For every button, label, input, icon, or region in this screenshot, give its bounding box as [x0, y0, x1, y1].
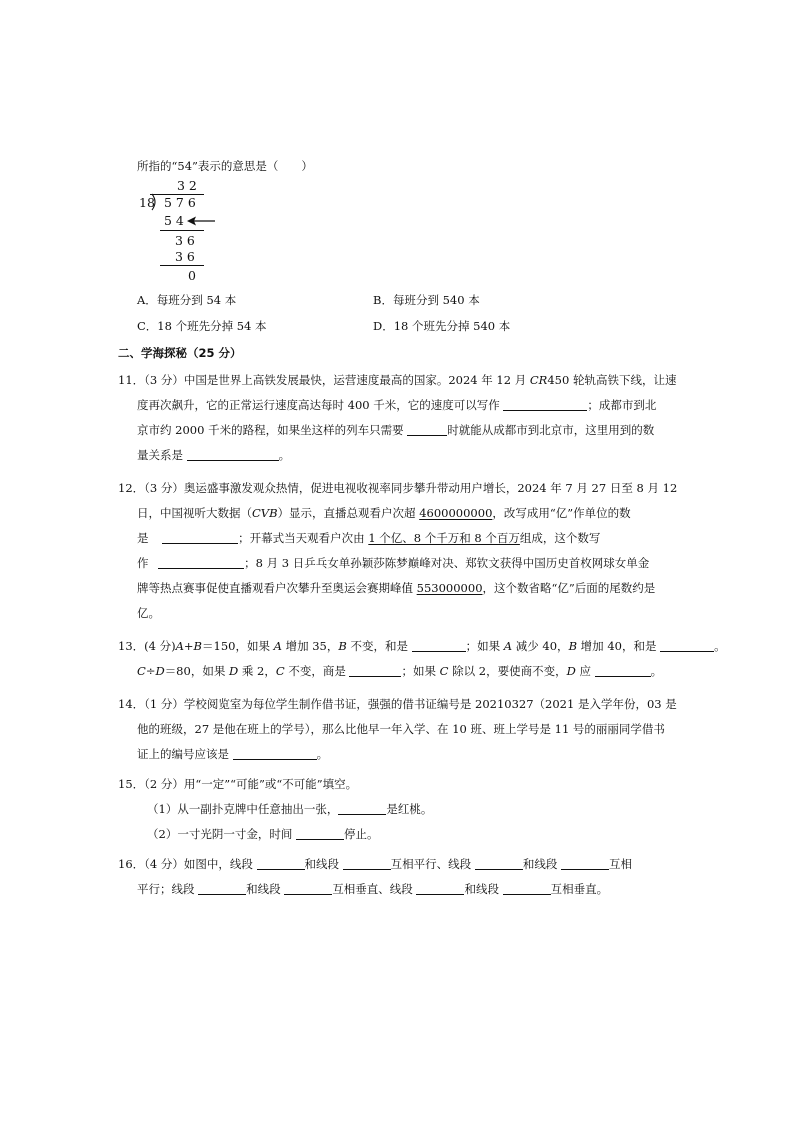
q13-text: 除以 2，要使商不变， — [448, 664, 567, 678]
q13-line-2 — [137, 663, 662, 679]
q12-line-2 — [137, 505, 631, 521]
q12-text-3d: 组成，这个数写 — [519, 531, 601, 545]
q13-text: 。 — [714, 639, 726, 653]
q12-text-4b: ；8 月 3 日乒乓女单孙颖莎陈梦巅峰对决、郑钦文获得中国历史首枚网球女单金 — [244, 556, 650, 570]
q16-blank-6[interactable] — [284, 882, 332, 895]
q15-text-3a: （2）一寸光阴一寸金，时间 — [147, 827, 296, 841]
q12-line-6: 亿。 — [137, 606, 160, 620]
q16-blank-3[interactable] — [475, 857, 523, 870]
q13-text: 增加 35， — [281, 639, 339, 653]
q16-text: 互相垂直。 — [550, 882, 609, 896]
q13-text: 不变，商是 — [284, 664, 350, 678]
q11-text-2b: ；成都市到北 — [587, 398, 657, 412]
q13-var: B — [568, 639, 578, 653]
q15-blank-1[interactable] — [338, 802, 386, 815]
q16-blank-7[interactable] — [416, 882, 464, 895]
q13-var: D — [228, 664, 239, 678]
q16-text: 互相平行、线段 — [390, 857, 475, 871]
division-dividend: 5 7 6 — [164, 195, 196, 210]
q12-number-2: 553000000 — [416, 581, 483, 595]
division-rule-1 — [160, 230, 204, 231]
q15-line-1: 15．（2 分）用“一定”“可能”或“不可能”填空。 — [118, 777, 358, 791]
q13-var: A — [503, 639, 513, 653]
q13-blank-3[interactable] — [349, 664, 401, 677]
q12-text-2e: ，改写成用“亿”作单位的数 — [492, 506, 631, 520]
division-bracket-icon — [151, 193, 159, 211]
division-divisor: 18 — [139, 195, 155, 210]
q13-divide-sign: ÷ — [145, 664, 156, 678]
division-step2b: 3 6 — [175, 249, 195, 264]
q13-text: ；如果 — [465, 639, 504, 653]
q13-var: A — [273, 639, 282, 653]
q12-blank-1[interactable] — [162, 531, 238, 544]
q15-blank-2[interactable] — [296, 827, 344, 840]
q14-line-1: 14．（1 分）学校阅览室为每位学生制作借书证，强强的借书证编号是 20210327（2021 是入学年份，03 是 — [118, 697, 677, 711]
q13-blank-1[interactable] — [412, 639, 466, 652]
q12-text-2a: 日，中国视听大数据（ — [137, 506, 252, 520]
q11-text-1b: 450 轮轨高铁下线，让速 — [547, 373, 677, 387]
q13-text: ；如果 — [401, 664, 440, 678]
q13-text: 。 — [650, 664, 663, 678]
q13-line-1 — [118, 638, 726, 654]
q13-text: 减少 40， — [512, 639, 569, 653]
q11-line-2 — [137, 397, 656, 413]
q12-text-3b: ；开幕式当天观看户次由 — [238, 531, 369, 545]
q12-cvb: CVB — [252, 506, 278, 520]
division-quotient: 3 2 — [177, 178, 197, 193]
q16-blank-8[interactable] — [503, 882, 551, 895]
q16-text: 平行；线段 — [137, 882, 199, 896]
q13-var: C — [137, 664, 146, 678]
q10-option-b: B．每班分到 540 本 — [373, 293, 480, 307]
q11-text-2: 度再次飙升，它的正常运行速度高达每时 400 千米，它的速度可以写作 — [137, 398, 504, 412]
q16-text: 和线段 — [246, 882, 285, 896]
q12-composition: 1 个亿、8 个千万和 8 个百万 — [368, 531, 520, 545]
q11-text-1: 11．（3 分）中国是世界上高铁发展最快，运营速度最高的国家。2024 年 12 月 — [118, 373, 530, 387]
q13-label: 13．(4 分) — [118, 639, 176, 653]
q13-var: B — [338, 639, 347, 653]
q15-text-2a: （1）从一副扑克牌中任意抽出一张， — [147, 802, 339, 816]
q16-text: 和线段 — [522, 857, 561, 871]
q16-blank-5[interactable] — [198, 882, 246, 895]
q13-text: ＝80，如果 — [164, 664, 229, 678]
division-step1: 5 4 — [164, 213, 184, 228]
q16-text: 和线段 — [464, 882, 503, 896]
q13-text: 应 — [575, 664, 595, 678]
q15-text-2b: 是红桃。 — [386, 802, 433, 816]
q15-text-3b: 停止。 — [343, 827, 379, 841]
q11-text-4b: 。 — [278, 448, 291, 462]
q11-model: CR — [529, 373, 548, 387]
q12-text-5c: ，这个数省略“亿”后面的尾数约是 — [482, 581, 656, 595]
q12-text-2c: ）显示，直播总观看户次超 — [277, 506, 420, 520]
q13-text: 不变，和是 — [346, 639, 412, 653]
q14-line-2: 他的班级，27 是他在班上的学号），那么比他早一年入学、在 10 班、班上学号是 11 号的丽丽同学借书 — [137, 722, 665, 736]
q13-blank-4[interactable] — [595, 664, 651, 677]
q13-var: D — [155, 664, 165, 678]
q13-text: ＝150，如果 — [202, 639, 274, 653]
arrow-left-icon — [186, 215, 216, 227]
q12-number-1: 4600000000 — [419, 506, 493, 520]
q16-blank-4[interactable] — [561, 857, 609, 870]
division-remainder: 0 — [188, 268, 196, 283]
q13-var: C — [439, 664, 449, 678]
q16-text: 互相垂直、线段 — [332, 882, 417, 896]
q14-text-3a: 证上的编号应该是 — [137, 747, 233, 761]
q11-line-4 — [137, 447, 290, 463]
q15-item-1 — [147, 801, 432, 817]
q12-blank-2[interactable] — [158, 556, 244, 569]
division-step2a: 3 6 — [175, 233, 195, 248]
q12-line-5 — [137, 580, 655, 596]
q12-line-1: 12．（3 分）奥运盛事激发观众热情，促进电视收视率同步攀升带动用户增长，2024 年 7 月 27 日至 8 月 12 — [118, 481, 678, 495]
division-rule-2 — [160, 265, 204, 266]
q10-stem: 所指的“54”表示的意思是（ ） — [137, 159, 313, 173]
q11-blank-3[interactable] — [187, 448, 279, 461]
q14-line-3 — [137, 746, 328, 762]
q16-text: 16．（4 分）如图中，线段 — [118, 857, 257, 871]
q12-line-4 — [137, 555, 649, 571]
q13-text: 乘 2， — [238, 664, 276, 678]
q15-item-2 — [147, 826, 378, 842]
q10-option-d: D．18 个班先分掉 540 本 — [373, 319, 511, 333]
q11 — [118, 372, 676, 388]
q16-blank-2[interactable] — [343, 857, 391, 870]
q14-blank[interactable] — [233, 747, 317, 760]
q12-text-4a: 作 — [137, 556, 153, 570]
q10-option-a: A．每班分到 54 本 — [137, 293, 237, 307]
q12-text-5a: 牌等热点赛事促使直播观看户次攀升至奥运会赛期峰值 — [137, 581, 417, 595]
q11-blank-2[interactable] — [407, 423, 447, 436]
q16-line-2 — [137, 881, 608, 897]
q10-option-c: C．18 个班先分掉 54 本 — [137, 319, 267, 333]
q11-blank-1[interactable] — [503, 398, 587, 411]
q12-line-3 — [137, 530, 600, 546]
q13-var: A+B — [175, 639, 202, 653]
q13-var: C — [275, 664, 285, 678]
q16-line-1 — [118, 856, 632, 872]
q13-var: D — [566, 664, 576, 678]
q13-blank-2[interactable] — [660, 639, 714, 652]
q13-text: 增加 40，和是 — [577, 639, 661, 653]
q16-blank-1[interactable] — [257, 857, 305, 870]
q11-text-3b: 时就能从成都市到北京市，这里用到的数 — [447, 423, 655, 437]
q11-line-3 — [137, 422, 654, 438]
q14-text-3b: 。 — [316, 747, 329, 761]
q12-text-3a: 是 — [137, 531, 153, 545]
q16-text: 和线段 — [304, 857, 343, 871]
q11-text-4: 量关系是 — [137, 448, 187, 462]
section-heading: 二、学海探秘（25 分） — [118, 346, 242, 360]
q11-text-3: 京市约 2000 千米的路程，如果坐这样的列车只需要 — [137, 423, 408, 437]
q16-text: 互相 — [608, 857, 632, 871]
